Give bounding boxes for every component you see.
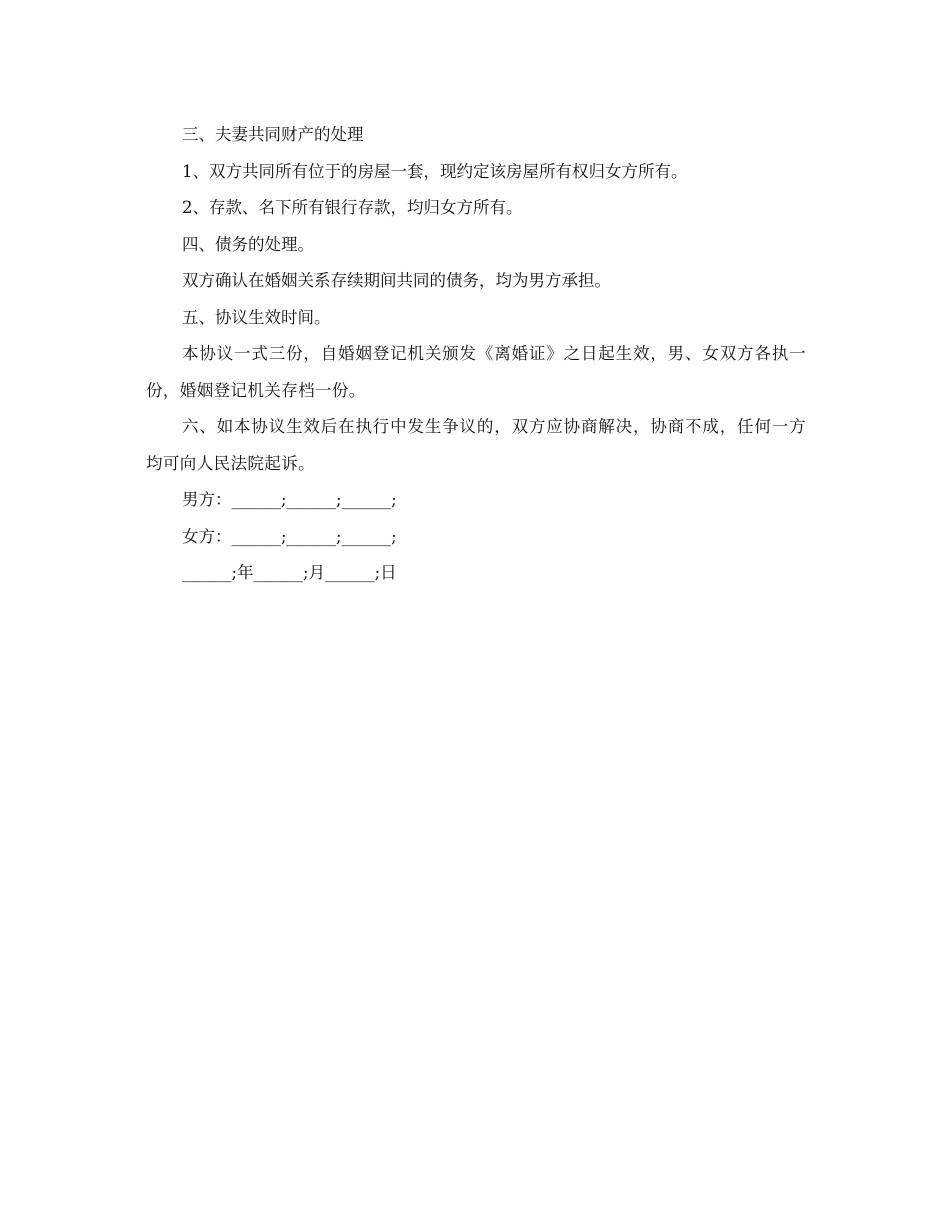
clause-bank-deposits: 2、存款、名下所有银行存款，均归女方所有。 bbox=[182, 198, 523, 217]
document-body bbox=[146, 117, 806, 592]
clause-house-ownership: 1、双方共同所有位于的房屋一套，现约定该房屋所有权归女方所有。 bbox=[182, 161, 688, 181]
section-heading-debts: 四、债务的处理。 bbox=[182, 234, 314, 254]
clause-dispute-resolution: 六、如本协议生效后在执行中发生争议的，双方应协商解决，协商不成，任何一方均可向人民法院起诉。 bbox=[146, 417, 806, 473]
date-line: ______;年______;月______;日 bbox=[182, 563, 397, 582]
signature-line-male: 男方：______;______;______; bbox=[182, 490, 397, 509]
signature-line-female: 女方：______;______;______; bbox=[182, 526, 397, 546]
clause-debt-responsibility: 双方确认在婚姻关系存续期间共同的债务，均为男方承担。 bbox=[182, 271, 611, 290]
section-heading-joint-property: 三、夫妻共同财产的处理 bbox=[182, 125, 364, 144]
clause-copies-effective: 本协议一式三份，自婚姻登记机关颁发《离婚证》之日起生效，男、女双方各执一份，婚姻登记机关存档一份。 bbox=[146, 344, 806, 400]
section-heading-effective-time: 五、协议生效时间。 bbox=[182, 307, 331, 327]
